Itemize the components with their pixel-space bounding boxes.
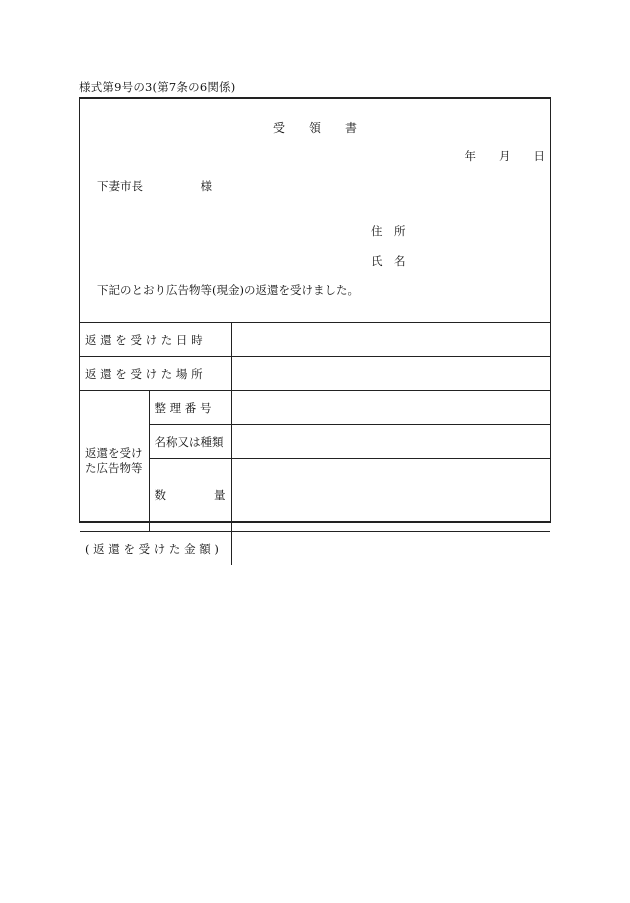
serial-number-label: 整 理 番 号 (149, 391, 231, 425)
table-row (80, 425, 550, 459)
name-or-type-field[interactable] (231, 425, 550, 459)
group-label-line1: 返還を受け (85, 446, 143, 460)
form-title: 受 領 書 (272, 121, 357, 135)
returned-items-group-label (80, 391, 149, 532)
returned-amount-field[interactable] (231, 532, 550, 566)
addressee-line: 下妻市長 様 (97, 179, 212, 193)
returned-place-label: 返 還 を 受 け た 場 所 (80, 357, 231, 391)
name-or-type-label: 名称又は種類 (149, 425, 231, 459)
returned-datetime-label: 返 還 を 受 け た 日 時 (80, 323, 231, 357)
form-header (80, 99, 550, 322)
table-row (80, 357, 550, 391)
serial-number-field[interactable] (231, 391, 550, 425)
quantity-label (149, 459, 231, 532)
returned-amount-label: ( 返 還 を 受 け た 金 額 ) (80, 532, 231, 566)
table-row (80, 323, 550, 357)
quantity-label-left: 数 (154, 488, 166, 502)
returned-datetime-field[interactable] (231, 323, 550, 357)
address-label: 住 所 (371, 224, 406, 238)
date-line: 年 月 日 (464, 149, 545, 163)
quantity-field[interactable] (231, 459, 550, 532)
group-label-line2: た広告物等 (85, 461, 143, 475)
returned-place-field[interactable] (231, 357, 550, 391)
receipt-form (79, 97, 551, 556)
name-label: 氏 名 (371, 254, 406, 268)
form-number-label: 様式第9号の3(第7条の6関係) (79, 80, 236, 94)
receipt-statement: 下記のとおり広告物等(現金)の返還を受けました。 (97, 283, 359, 297)
quantity-label-right: 量 (214, 488, 226, 502)
table-row (80, 532, 550, 566)
details-table (80, 322, 550, 565)
table-row (80, 459, 550, 532)
table-row (80, 391, 550, 425)
